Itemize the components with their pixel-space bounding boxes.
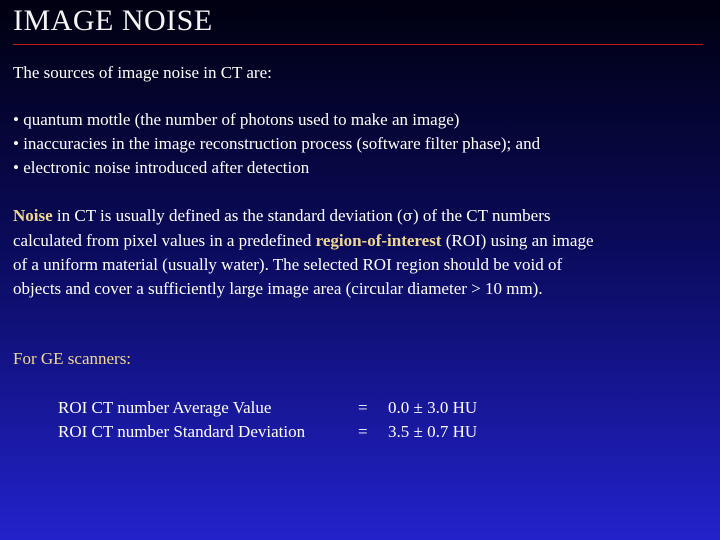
definition-line-3: of a uniform material (usually water). The selected ROI region should be void of [13,255,563,274]
definition-text: calculated from pixel values in a predefined [13,231,316,250]
spec-row [58,420,477,444]
spec-label: ROI CT number Standard Deviation [58,422,306,441]
definition-text: (ROI) using an image [441,231,594,250]
bullet-item: • electronic noise introduced after detection [13,158,310,177]
spec-value: 0.0 ± 3.0 HU [388,398,478,417]
intro-text: The sources of image noise in CT are: [13,63,272,82]
spec-value: 3.5 ± 0.7 HU [388,422,478,441]
definition-text: ) of the CT numbers [412,206,551,225]
definition-text: in CT is usually defined as the standard deviation ( [52,206,403,225]
noise-term: Noise [13,206,53,225]
title-underline [13,44,703,45]
spec-row [58,396,477,420]
roi-term: region-of-interest [315,231,442,250]
sigma-symbol: σ [402,207,413,225]
spec-equals: = [358,422,368,441]
spec-equals: = [358,398,368,417]
definition-line-2 [13,229,594,253]
bullet-item: • quantum mottle (the number of photons used to make an image) [13,110,460,129]
spec-label: ROI CT number Average Value [58,398,272,417]
definition-line-1 [13,204,551,228]
bullet-item: • inaccuracies in the image reconstruction process (software filter phase); and [13,134,541,153]
ge-heading: For GE scanners: [13,349,132,368]
slide-title: IMAGE NOISE [13,4,213,37]
definition-line-4: objects and cover a sufficiently large image area (circular diameter > 10 mm). [13,279,543,298]
